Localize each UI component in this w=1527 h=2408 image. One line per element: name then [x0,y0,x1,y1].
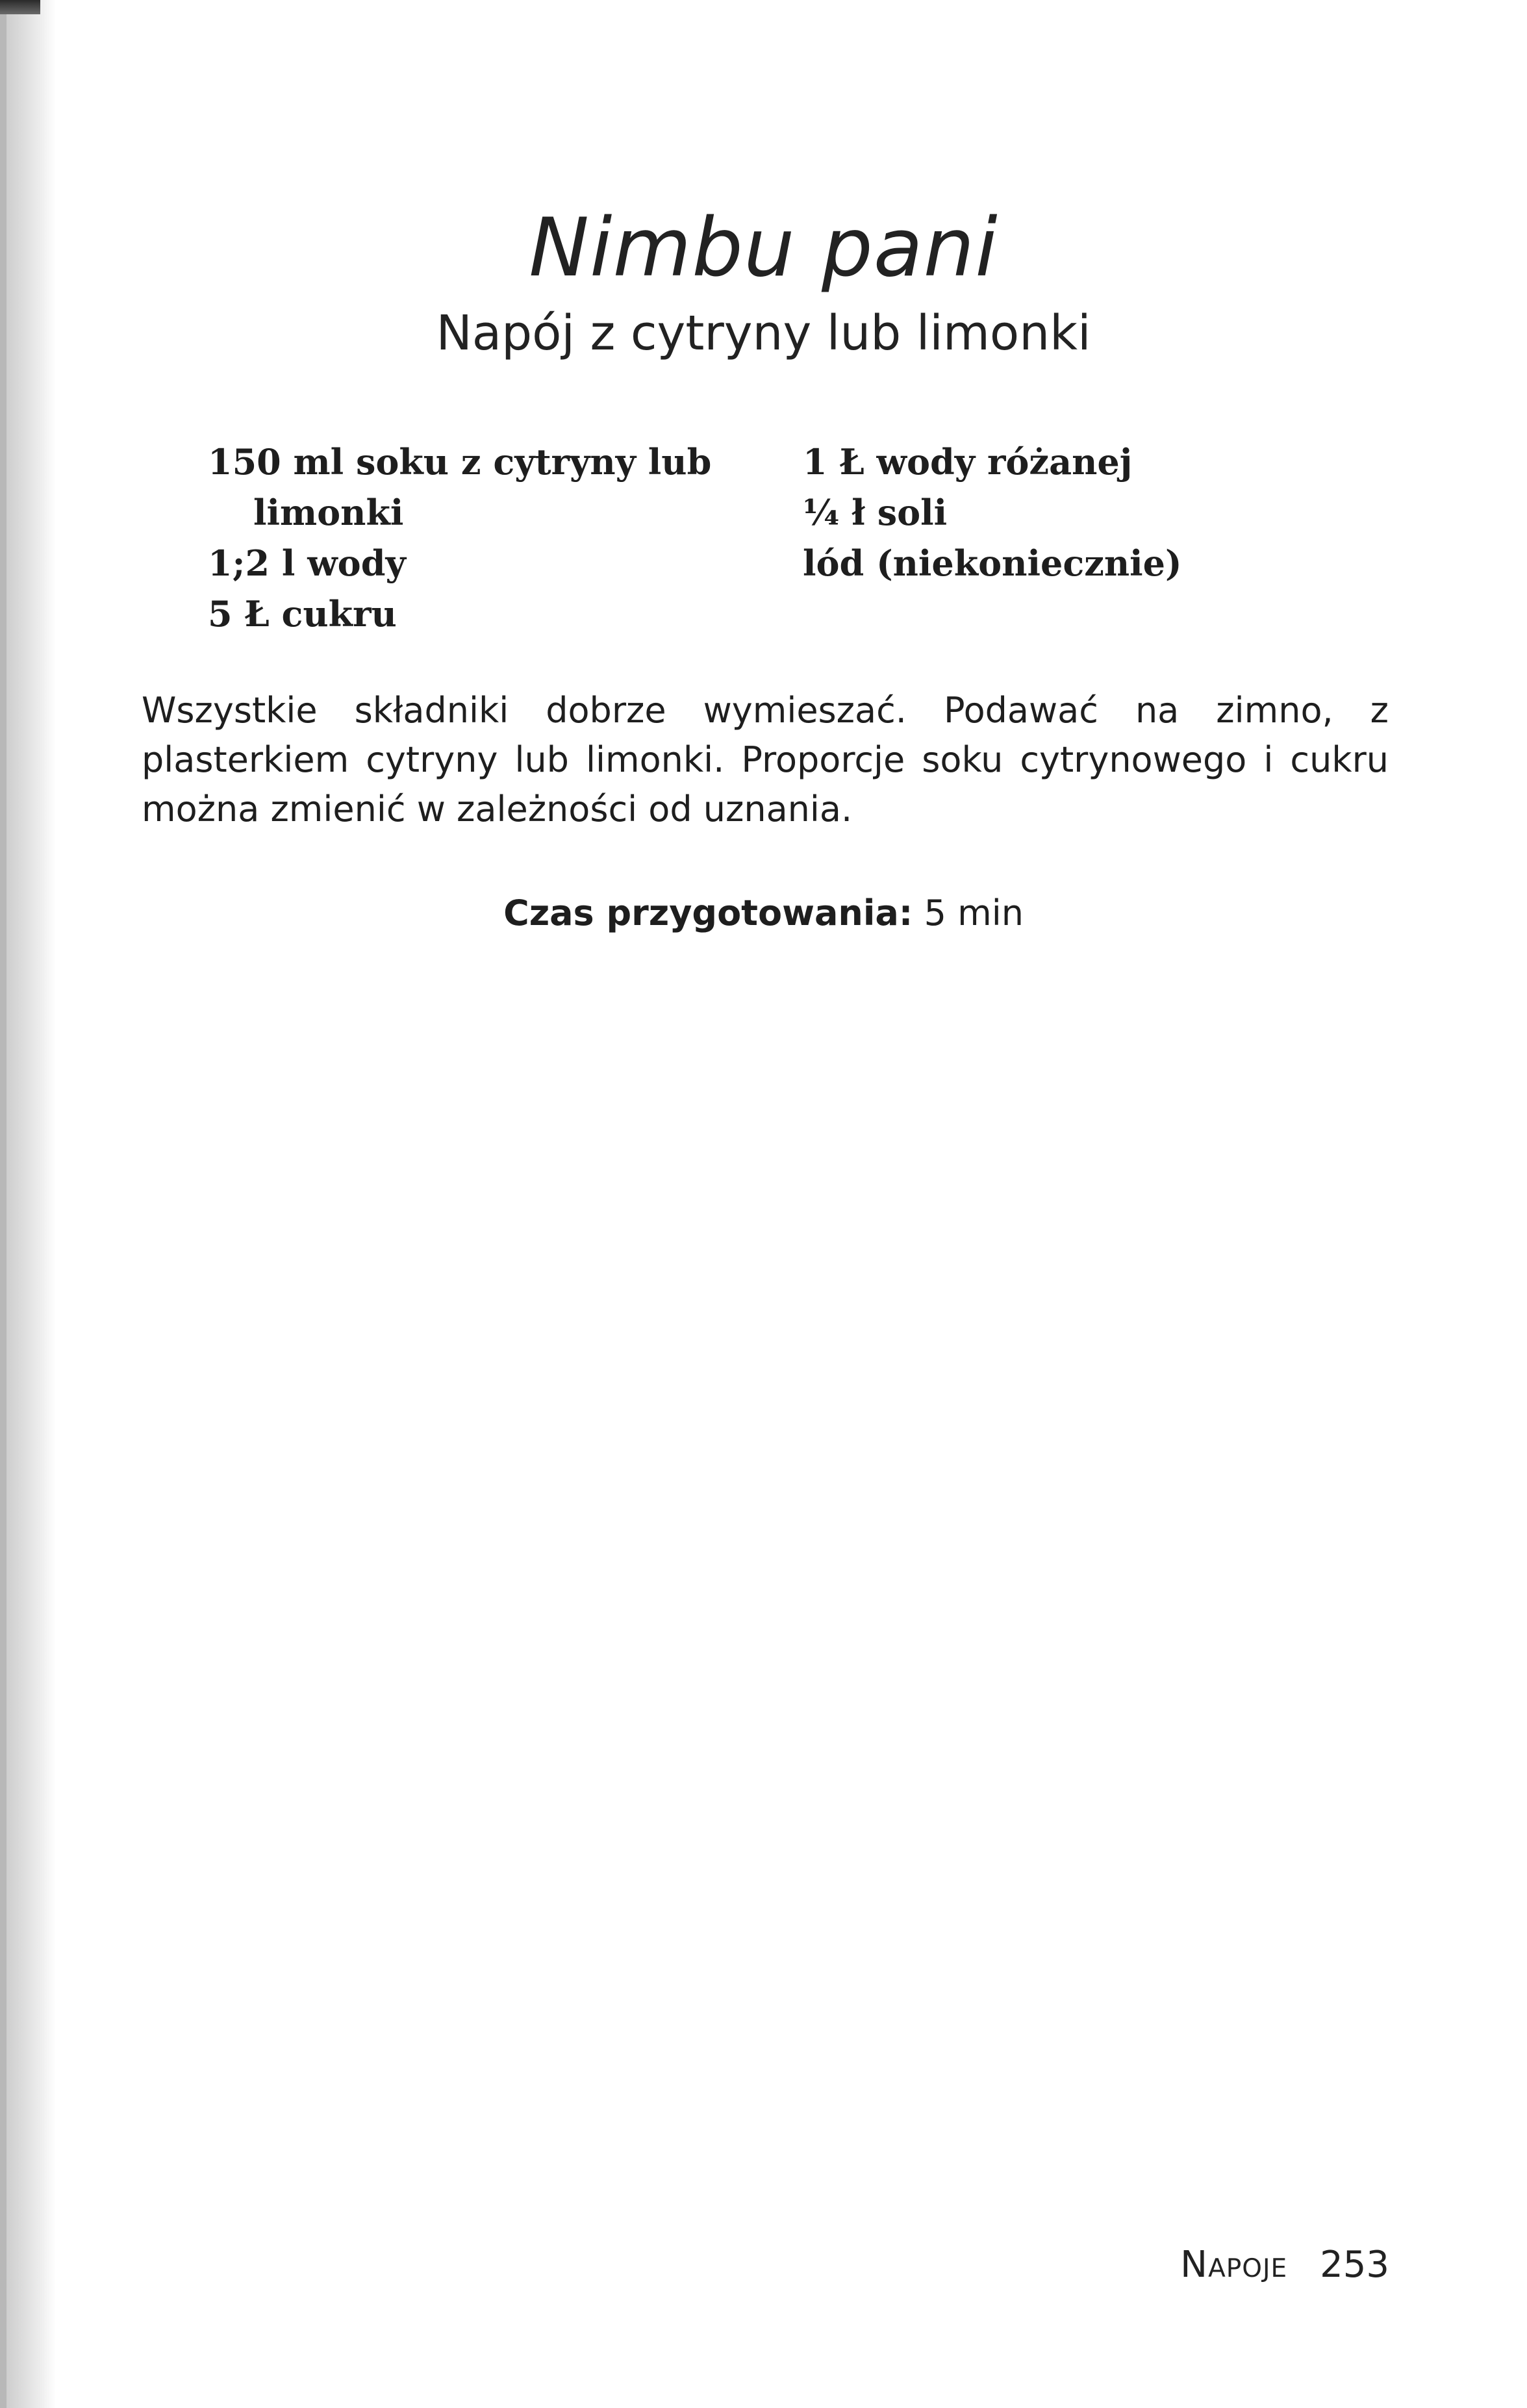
ingredient-item: 1 Ł wody różanej [803,441,1133,483]
ingredient-item: ¼ ł soli [803,492,948,533]
recipe-subtitle: Napój z cytryny lub limonki [436,305,1091,361]
page-number: 253 [1320,2244,1389,2286]
book-binding-shadow [0,0,56,2408]
preparation-time-label: Czas przygotowania: [503,893,913,933]
ingredient-item: lód (niekoniecznie) [803,542,1182,584]
recipe-instructions: Wszystkie składniki dobrze wymieszać. Podawać na zimno, z plasterkiem cytryny lub limonki. Proporcje soku cytrynowego i cukru można zmienić w zależności od uznania. [142,690,1389,830]
recipe-title: Nimbu pani [529,201,998,295]
ingredient-item: 1;2 l wody [208,542,406,584]
section-name: Napoje [1180,2244,1288,2286]
ingredient-item: 150 ml soku z cytryny lub [208,441,712,483]
preparation-time-value: 5 min [924,893,1024,933]
spine-corner-mark [0,0,40,14]
ingredient-item-continuation: limonki [253,492,404,533]
ingredients-left-column [208,437,711,639]
preparation-time [0,893,1527,933]
book-spine-edge [0,0,6,2408]
ingredients-right-column [803,437,1182,589]
page-footer [1180,2244,1389,2286]
ingredient-item: 5 Ł cukru [208,593,397,635]
